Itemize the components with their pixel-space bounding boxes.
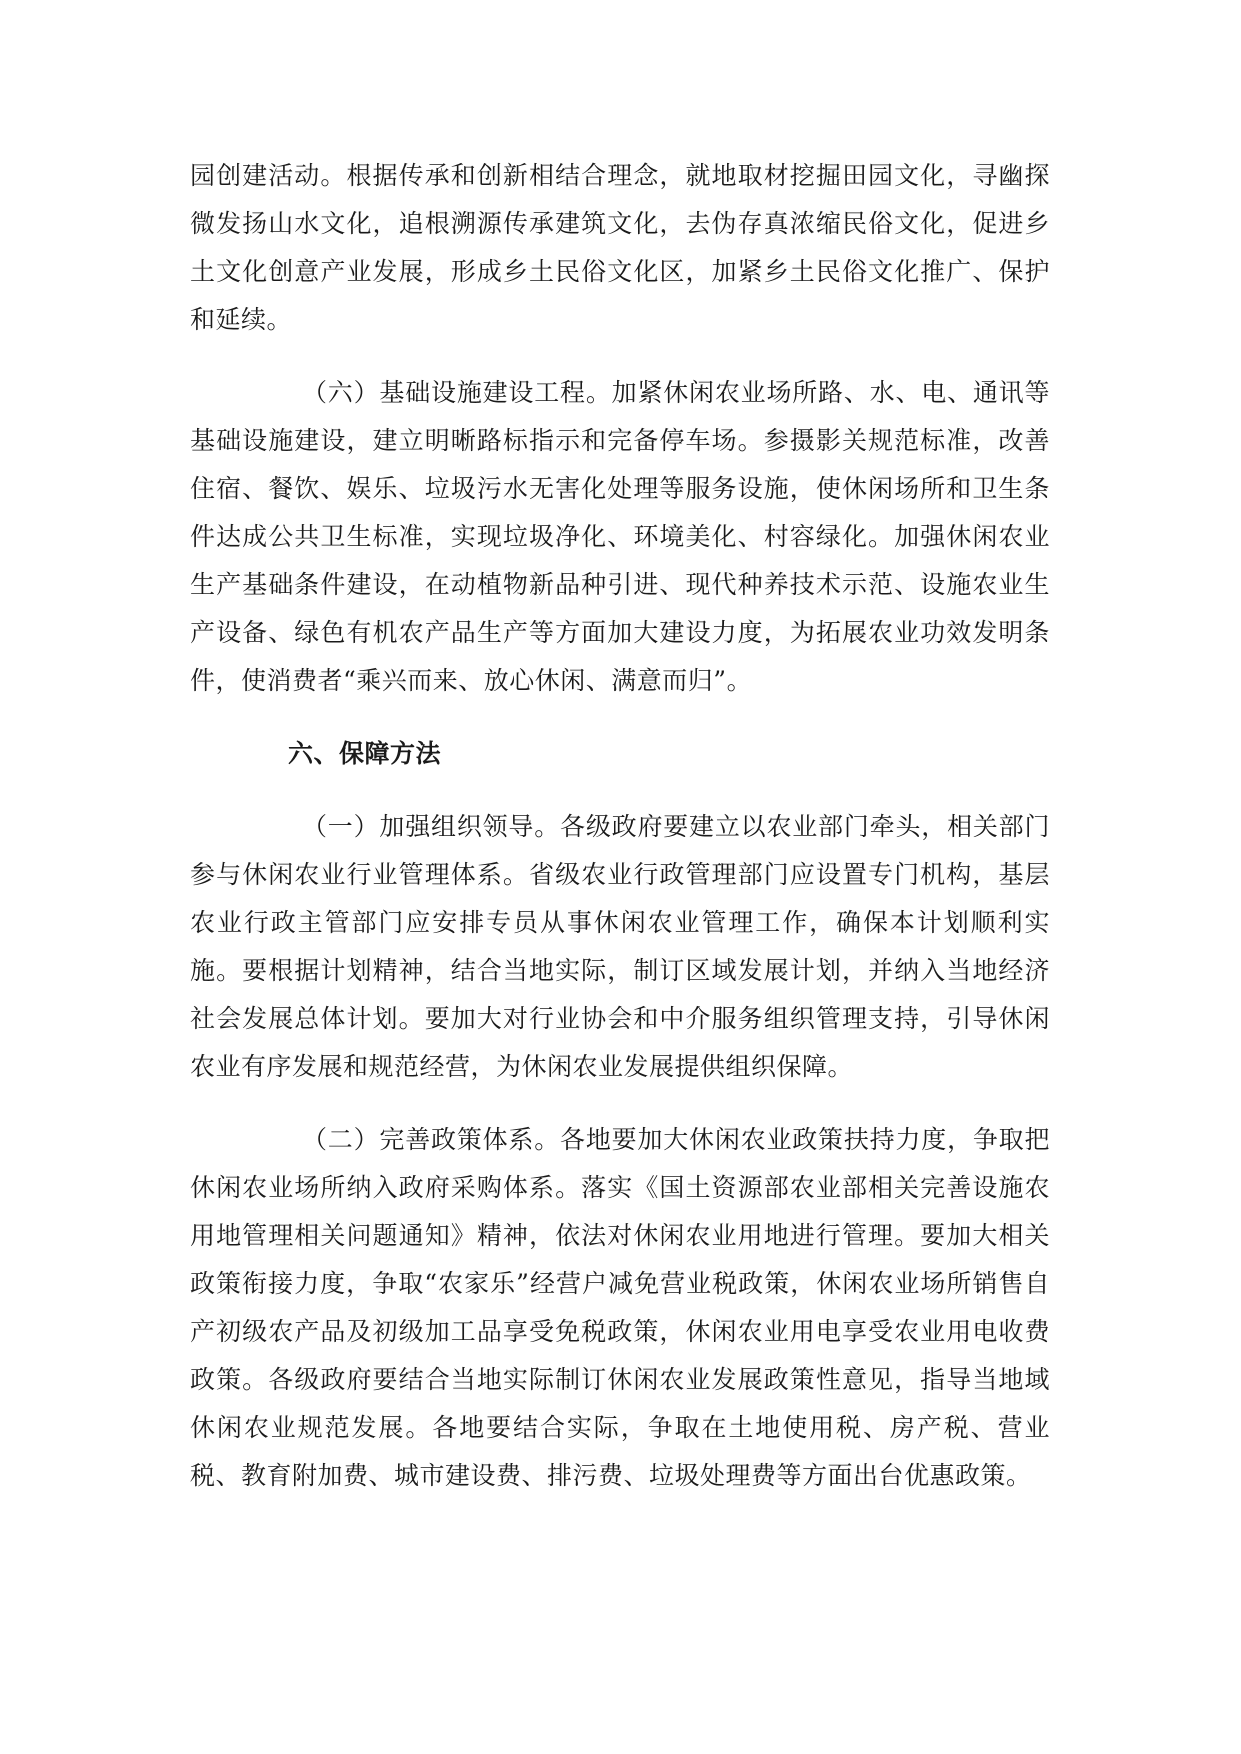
- paragraph-continuation: 园创建活动。根据传承和创新相结合理念，就地取材挖掘田园文化，寻幽探微发扬山水文化，追根溯源传承建筑文化，去伪存真浓缩民俗文化，促进乡土文化创意产业发展，形成乡土民俗文化区，加紧乡土民俗文化推广、保护和延续。: [190, 161, 1050, 334]
- section-heading: 六、保障方法: [288, 739, 442, 768]
- document-page: [190, 152, 1050, 1500]
- paragraph-organization: （一）加强组织领导。各级政府要建立以农业部门牵头，相关部门参与休闲农业行业管理体系。省级农业行政管理部门应设置专门机构，基层农业行政主管部门应安排专员从事休闲农业管理工作，确保本计划顺利实施。要根据计划精神，结合当地实际，制订区域发展计划，并纳入当地经济社会发展总体计划。要加大对行业协会和中介服务组织管理支持，引导休闲农业有序发展和规范经营，为休闲农业发展提供组织保障。: [190, 812, 1050, 1081]
- paragraph-policy: （二）完善政策体系。各地要加大休闲农业政策扶持力度，争取把休闲农业场所纳入政府采购体系。落实《国土资源部农业部相关完善设施农用地管理相关问题通知》精神，依法对休闲农业用地进行管理。要加大相关政策衔接力度，争取“农家乐”经营户减免营业税政策，休闲农业场所销售自产初级农产品及初级加工品享受免税政策，休闲农业用电享受农业用电收费政策。各级政府要结合当地实际制订休闲农业发展政策性意见，指导当地域休闲农业规范发展。各地要结合实际，争取在土地使用税、房产税、营业税、教育附加费、城市建设费、排污费、垃圾处理费等方面出台优惠政策。: [190, 1125, 1050, 1490]
- paragraph-infrastructure: （六）基础设施建设工程。加紧休闲农业场所路、水、电、通讯等基础设施建设，建立明晰路标指示和完备停车场。参摄影关规范标准，改善住宿、餐饮、娱乐、垃圾污水无害化处理等服务设施，使休闲场所和卫生条件达成公共卫生标准，实现垃圾净化、环境美化、村容绿化。加强休闲农业生产基础条件建设，在动植物新品种引进、现代种养技术示范、设施农业生产设备、绿色有机农产品生产等方面加大建设力度，为拓展农业功效发明条件，使消费者“乘兴而来、放心休闲、满意而归”。: [190, 378, 1050, 695]
